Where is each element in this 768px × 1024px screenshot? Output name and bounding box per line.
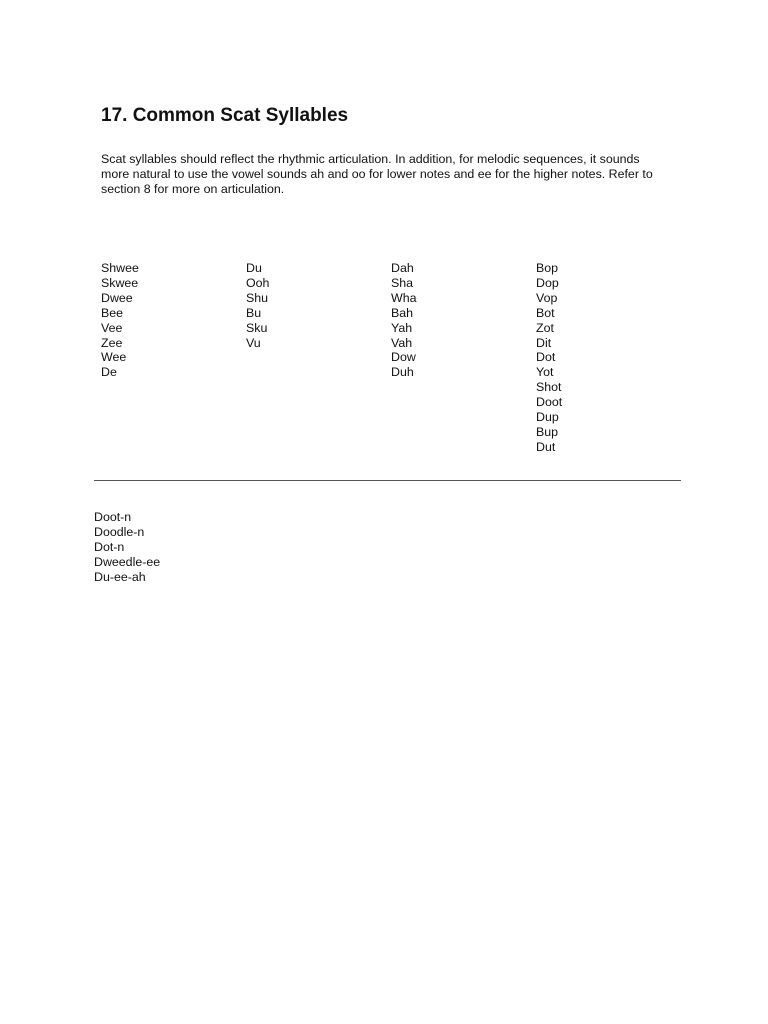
syllable-column-1 bbox=[101, 261, 139, 380]
combination-item: Doot-n bbox=[94, 510, 132, 524]
combination-item: Du-ee-ah bbox=[94, 569, 146, 584]
syllable-item: Yot bbox=[536, 365, 554, 380]
syllable-item: Vah bbox=[391, 335, 413, 350]
syllable-item: Duh bbox=[391, 365, 414, 380]
syllable-item: Dop bbox=[536, 275, 559, 290]
syllable-item: Bot bbox=[536, 305, 555, 320]
combination-list bbox=[94, 510, 160, 585]
syllable-item: Zee bbox=[101, 335, 123, 350]
combination-item: Dweedle-ee bbox=[94, 554, 161, 569]
syllable-item: Dwee bbox=[101, 290, 133, 305]
syllable-item: Wha bbox=[391, 290, 417, 305]
syllable-item: Shwee bbox=[101, 261, 139, 275]
syllable-column-4 bbox=[536, 261, 562, 455]
intro-line: section 8 for more on articulation. bbox=[101, 182, 285, 196]
syllable-item: Bop bbox=[536, 261, 559, 275]
section-divider bbox=[94, 480, 681, 481]
syllable-column-2 bbox=[246, 261, 269, 350]
syllable-item: Dit bbox=[536, 335, 552, 350]
intro-line: Scat syllables should reflect the rhythmic articulation. In addition, for melodic sequences, it sounds bbox=[101, 152, 640, 166]
syllable-item: Shu bbox=[246, 290, 269, 305]
syllable-item: Vu bbox=[246, 335, 261, 350]
combination-item: Doodle-n bbox=[94, 524, 145, 539]
syllable-columns bbox=[101, 261, 701, 461]
syllable-item: Yah bbox=[391, 320, 413, 335]
syllable-item: Dot bbox=[536, 350, 556, 365]
syllable-item: Skwee bbox=[101, 275, 139, 290]
syllable-item: Bup bbox=[536, 424, 559, 439]
syllable-item: Du bbox=[246, 261, 262, 275]
syllable-item: Dah bbox=[391, 261, 414, 275]
syllable-item: Bu bbox=[246, 305, 262, 320]
intro-paragraph bbox=[101, 152, 676, 197]
combination-item: Dot-n bbox=[94, 539, 125, 554]
syllable-item: Wee bbox=[101, 350, 127, 365]
page-title: 17. Common Scat Syllables bbox=[101, 105, 349, 126]
syllable-item: Doot bbox=[536, 395, 563, 410]
syllable-item: Sku bbox=[246, 320, 268, 335]
syllable-item: Ooh bbox=[246, 275, 270, 290]
syllable-column-3 bbox=[391, 261, 416, 380]
syllable-item: Vop bbox=[536, 290, 558, 305]
syllable-item: Sha bbox=[391, 275, 414, 290]
syllable-item: Bah bbox=[391, 305, 414, 320]
syllable-item: Dow bbox=[391, 350, 416, 365]
syllable-item: Shot bbox=[536, 380, 562, 395]
syllable-item: Dut bbox=[536, 439, 556, 454]
syllable-item: Vee bbox=[101, 320, 123, 335]
syllable-item: Bee bbox=[101, 305, 124, 320]
intro-line: more natural to use the vowel sounds ah and oo for lower notes and ee for the higher notes. Refer to bbox=[101, 167, 653, 181]
syllable-item: Zot bbox=[536, 320, 554, 335]
syllable-item: De bbox=[101, 365, 117, 380]
syllable-item: Dup bbox=[536, 410, 559, 425]
